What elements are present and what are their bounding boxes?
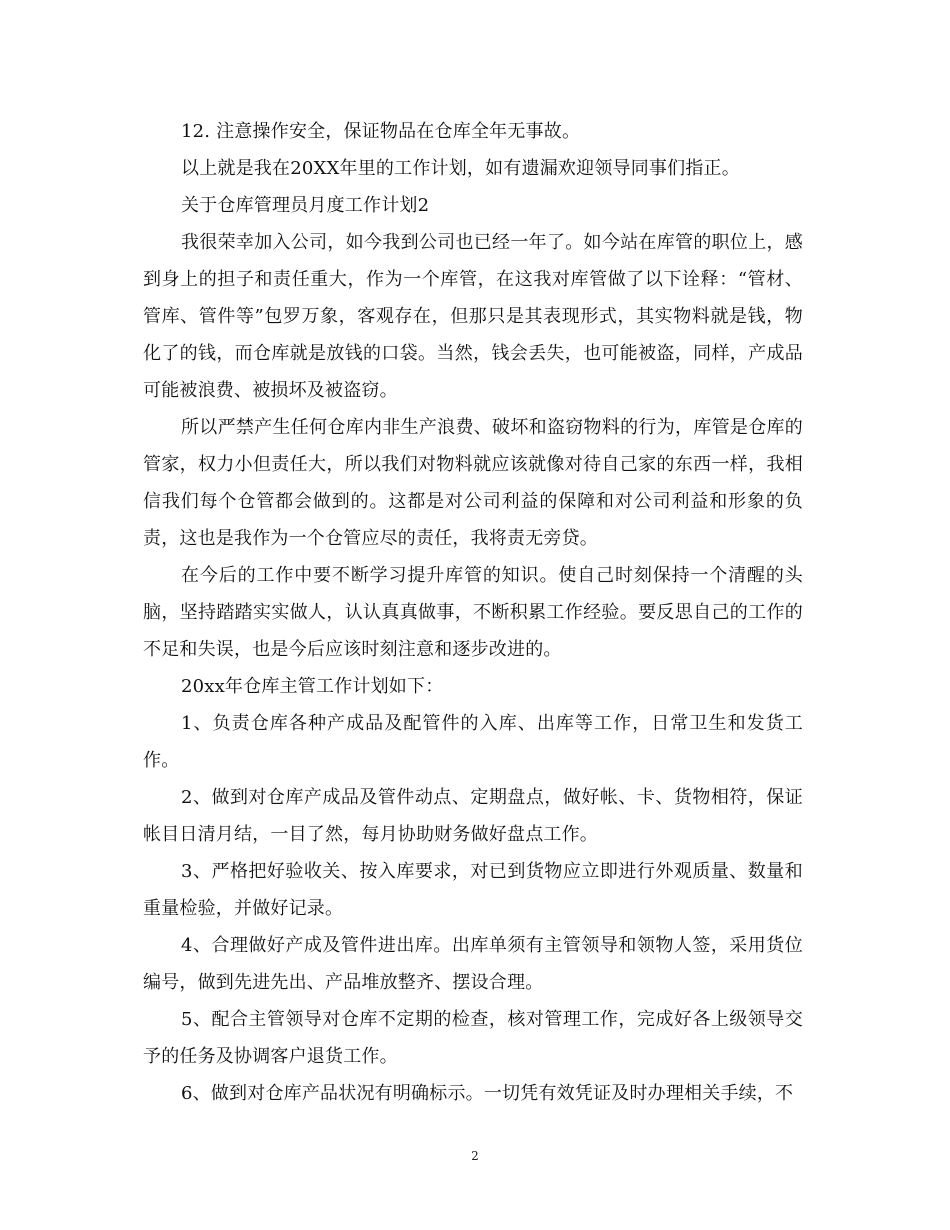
paragraph: 所以严禁产生任何仓库内非生产浪费、破坏和盗窃物料的行为，库管是仓库的管家，权力小但责任大，所以我们对物料就应该就像对待自己家的东西一样，我相信我们每个仓管都会做到的。这都是对公司利益的保障和对公司利益和形象的负责，这也是我作为一个仓管应尽的责任，我将责无旁贷。 — [143, 417, 803, 549]
list-item: 6、做到对仓库产品状况有明确标示。一切凭有效凭证及时办理相关手续，不 — [181, 1083, 794, 1104]
paragraph: 12. 注意操作安全，保证物品在仓库全年无事故。 — [181, 121, 581, 142]
list-item: 1、负责仓库各种产成品及配管件的入库、出库等工作，日常卫生和发货工作。 — [143, 713, 803, 771]
paragraph: 我很荣幸加入公司，如今我到公司也已经一年了。如今站在库管的职位上，感到身上的担子和责任重大，作为一个库管，在这我对库管做了以下诠释：“管材、管库、管件等”包罗万象，客观存在，但那只是其表现形式，其实物料就是钱，物化了的钱，而仓库就是放钱的口袋。当然，钱会丢失，也可能被盗，同样，产成品可能被浪费、被损坏及被盗窃。 — [143, 232, 803, 401]
list-item: 4、合理做好产成及管件进出库。出库单须有主管领导和领物人签，采用货位编号，做到先进先出、产品堆放整齐、摆设合理。 — [143, 935, 803, 993]
paragraph: 在今后的工作中要不断学习提升库管的知识。使自己时刻保持一个清醒的头脑，坚持踏踏实实做人，认认真真做事，不断积累工作经验。要反思自己的工作的不足和失误，也是今后应该时刻注意和逐步改进的。 — [143, 565, 803, 660]
paragraph: 以上就是我在20XX年里的工作计划，如有遗漏欢迎领导同事们指正。 — [181, 158, 740, 179]
list-item: 2、做到对仓库产成品及管件动点、定期盘点，做好帐、卡、货物相符，保证帐目日清月结，一目了然，每月协助财务做好盘点工作。 — [143, 787, 803, 845]
list-item: 3、严格把好验收关、按入库要求，对已到货物应立即进行外观质量、数量和重量检验，并做好记录。 — [143, 861, 803, 919]
section-heading: 关于仓库管理员月度工作计划2 — [181, 195, 430, 216]
list-item: 5、配合主管领导对仓库不定期的检查，核对管理工作，完成好各上级领导交予的任务及协调客户退货工作。 — [143, 1009, 803, 1067]
document-body — [143, 113, 803, 1112]
paragraph: 20xx年仓库主管工作计划如下： — [181, 676, 444, 697]
page-number: 2 — [471, 1149, 479, 1163]
